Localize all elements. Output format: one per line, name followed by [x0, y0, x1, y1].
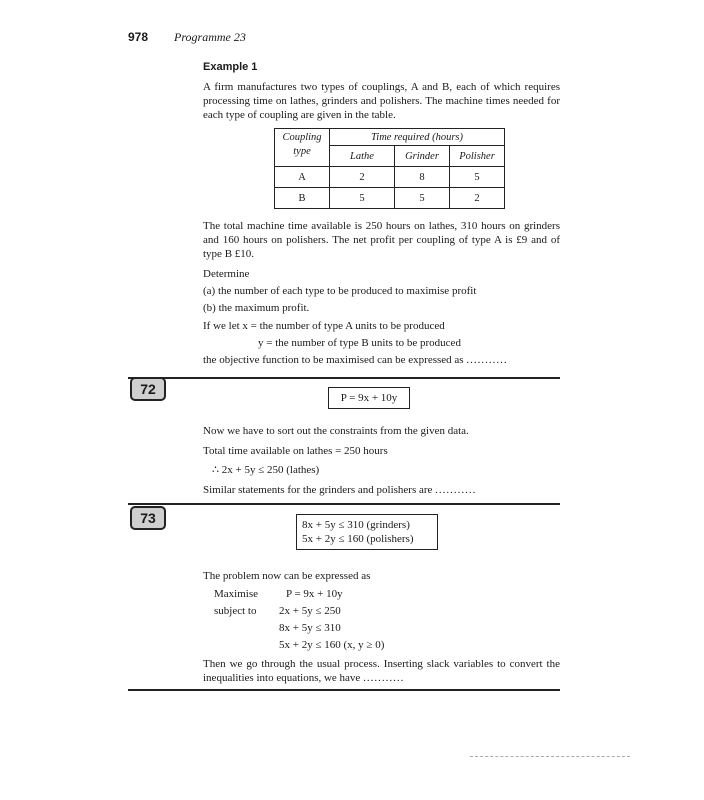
col-header-type: Coupling type	[275, 129, 330, 167]
answer-dots: ...........	[435, 484, 477, 496]
frame-number-73: 73	[130, 506, 166, 530]
frame73-closing-text: Then we go through the usual process. Inserting slack variables to convert the inequalities into equations, we have	[203, 658, 560, 684]
table-cell: 5	[395, 188, 450, 209]
answer-polishers: 5x + 2y ≤ 160 (polishers)	[302, 533, 414, 545]
frame72-line4	[203, 483, 476, 497]
determine-label: Determine	[203, 268, 250, 280]
subject-to-label: subject to	[214, 605, 257, 617]
frame72-line1: Now we have to sort out the constraints from the given data.	[203, 425, 469, 437]
let-y: y = the number of type B units to be produced	[258, 337, 461, 349]
frame72-line4-text: Similar statements for the grinders and polishers are	[203, 484, 433, 496]
maximise-label: Maximise	[214, 588, 258, 600]
answer-grinders: 8x + 5y ≤ 310 (grinders)	[302, 519, 410, 531]
machine-time-table	[274, 128, 505, 209]
table-row	[275, 188, 505, 209]
objective-prompt-text: the objective function to be maximised can be expressed as	[203, 354, 464, 366]
table-row	[275, 167, 505, 188]
example-intro: A firm manufactures two types of couplings, A and B, each of which requires processing time on lathes, grinders and polishers. The machine times needed for each type of coupling are given in the table.	[203, 81, 560, 121]
frame-divider	[128, 689, 560, 691]
col-header-time: Time required (hours)	[330, 129, 505, 146]
objective-prompt	[203, 353, 508, 367]
frame-divider	[128, 377, 560, 379]
table-cell: 5	[450, 167, 505, 188]
table-cell: 2	[450, 188, 505, 209]
sub-header-grinder: Grinder	[395, 146, 450, 167]
decorative-dashes	[470, 756, 630, 757]
sub-header-lathe: Lathe	[330, 146, 395, 167]
totals-paragraph: The total machine time available is 250 hours on lathes, 310 hours on grinders and 160 hours on polishers. The net profit per coupling of type A is £9 and of type B £10.	[203, 220, 560, 260]
table-cell: 2	[330, 167, 395, 188]
example-title: Example 1	[203, 61, 258, 73]
frame72-line2: Total time available on lathes = 250 hours	[203, 445, 388, 457]
constraint-3: 5x + 2y ≤ 160 (x, y ≥ 0)	[279, 639, 385, 651]
answer-box-73	[296, 514, 438, 550]
page-number: 978	[128, 30, 149, 44]
maximise-expression: P = 9x + 10y	[286, 588, 343, 600]
table-cell: A	[275, 167, 330, 188]
constraint-1: 2x + 5y ≤ 250	[279, 605, 341, 617]
answer-box-72: P = 9x + 10y	[328, 387, 410, 409]
frame72-line3: ∴ 2x + 5y ≤ 250 (lathes)	[212, 464, 320, 476]
table-cell: B	[275, 188, 330, 209]
constraint-2: 8x + 5y ≤ 310	[279, 622, 341, 634]
sub-header-polisher: Polisher	[450, 146, 505, 167]
table-cell: 8	[395, 167, 450, 188]
answer-dots: ...........	[466, 354, 508, 366]
frame73-closing	[203, 657, 560, 685]
frame73-intro: The problem now can be expressed as	[203, 570, 371, 582]
part-b: (b) the maximum profit.	[203, 302, 310, 314]
frame-number-72: 72	[130, 377, 166, 401]
part-a: (a) the number of each type to be produced to maximise profit	[203, 285, 477, 297]
answer-dots: ...........	[363, 672, 405, 684]
table-cell: 5	[330, 188, 395, 209]
frame-divider	[128, 503, 560, 505]
let-x: If we let x = the number of type A units to be produced	[203, 320, 445, 332]
programme-title: Programme 23	[174, 30, 246, 44]
